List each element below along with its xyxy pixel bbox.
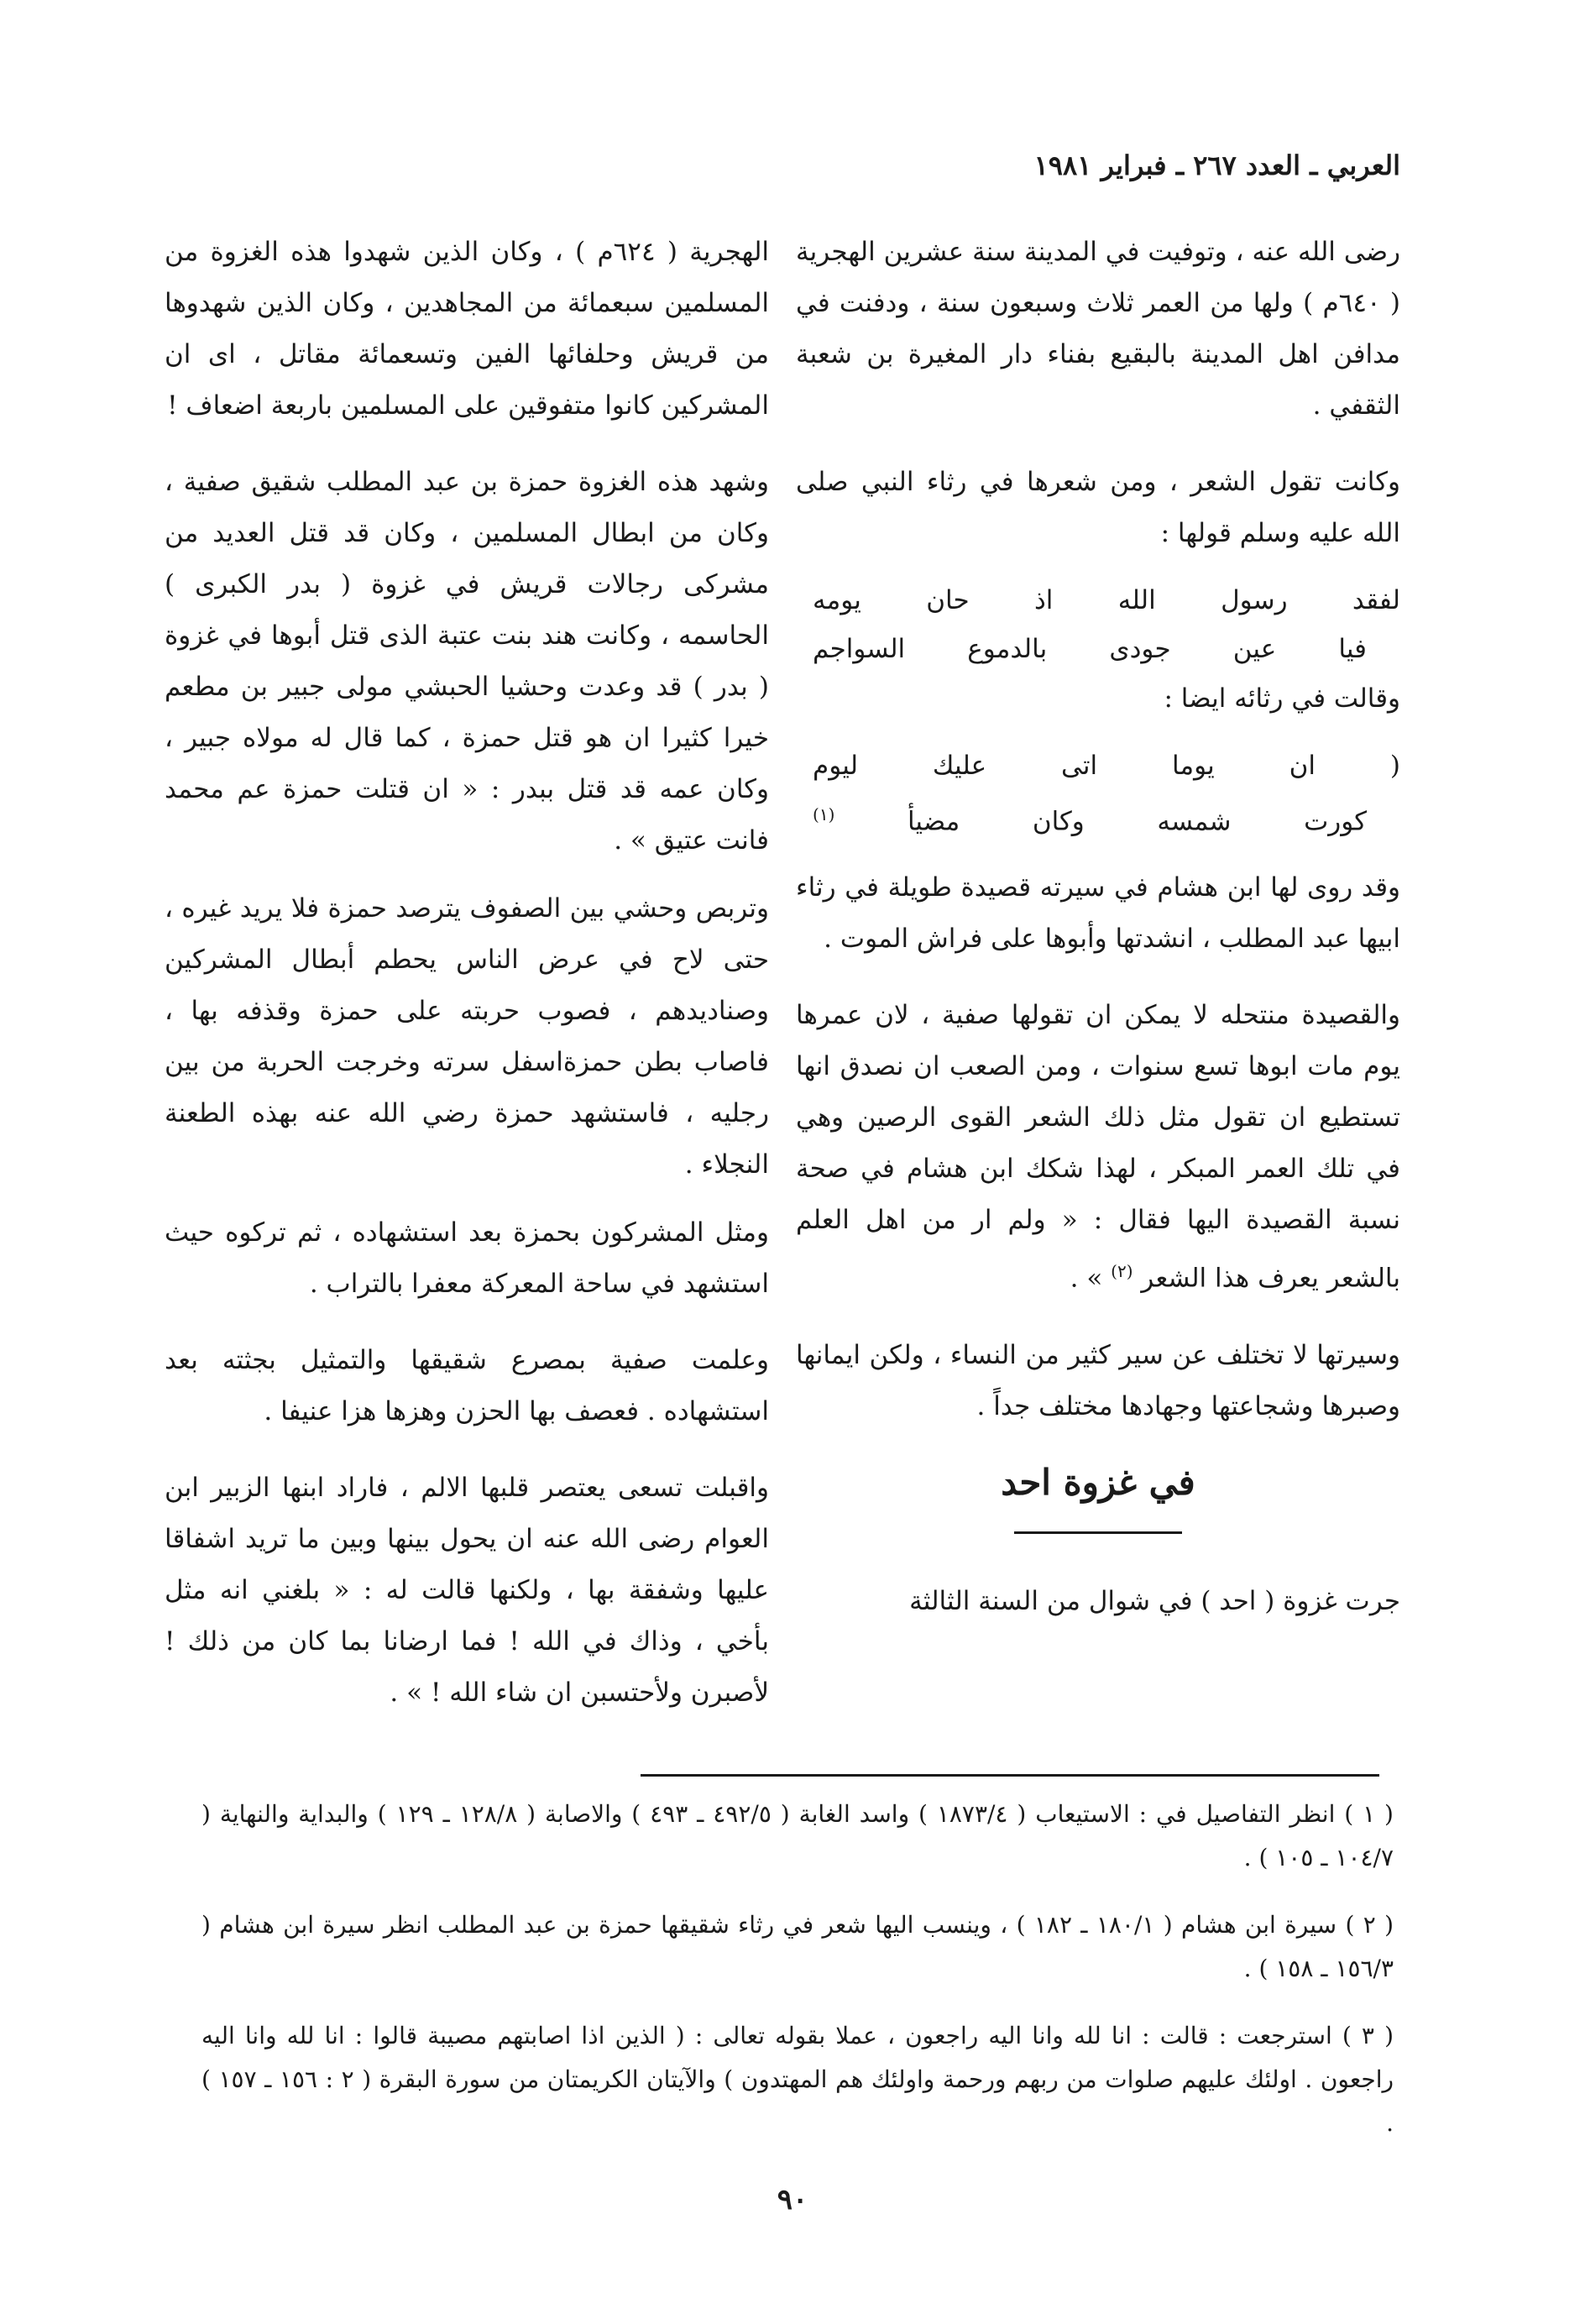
verse-line: فيا عين جودى بالدموع السواجم — [813, 634, 1367, 664]
left-column — [165, 227, 769, 1744]
paragraph-text-end: » . — [1070, 1263, 1112, 1294]
paragraph: ومثل المشركون بحمزة بعد استشهاده ، ثم تركوه حيث استشهد في ساحة المعركة معفرا بالتراب . — [165, 1217, 769, 1299]
heading-divider — [1014, 1531, 1182, 1534]
running-head: العربي ـ العدد ٢٦٧ ـ فبراير ١٩٨١ — [1033, 149, 1400, 181]
footnote-divider — [641, 1774, 1379, 1777]
verse-line — [813, 790, 1367, 845]
footnotes — [201, 1793, 1394, 2169]
paragraph-text: والقصيدة منتحله لا يمكن ان تقولها صفية ، لان عمرها يوم مات ابوها تسع سنوات ، ومن الصعب ان نصدق انها تستطيع ان تقول مثل ذلك الشعر القوى الرصين وهي في تلك العمر المبكر ، لهذا شكك ابن هشام في صحة نسبة القصيدة اليها فقال : « ولم ار من اهل العلم بالشعر يعرف هذا الشعر — [796, 1000, 1400, 1294]
spacer — [796, 845, 1400, 862]
paragraph: جرت غزوة ( احد ) في شوال من السنة الثالثة — [909, 1585, 1400, 1616]
paragraph: واقبلت تسعى يعتصر قلبها الالم ، فاراد ابنها الزبير ابن العوام رضى الله عنه ان يحول بينها وبين ما تريد اشفاقا عليها وشفقة بها ، ولكنها قالت له : « بلغني انه مثل بأخي ، وذاك في الله ! فما ارضانا بما كان من ذلك ! لأصبرن ولأحتسبن ان شاء الله ! » . — [165, 1473, 769, 1708]
poem-verse — [796, 741, 1400, 845]
page-number: ٩٠ — [777, 2183, 808, 2217]
footnote-marker: (١) — [813, 804, 835, 824]
verse-line: ( ان يوما اتى عليك ليوم — [813, 751, 1400, 781]
verse-line: لفقد رسول الله اذ حان يومه — [813, 585, 1400, 615]
footnote: ( ١ ) انظر التفاصيل في : الاستيعاب ( ١٨٧٣/٤ ) واسد الغابة ( ٤٩٢/٥ ـ ٤٩٣ ) والاصابة ( ١٢٨/٨ ـ ١٢٩ ) والبداية والنهاية ( ١٠٤/٧ ـ ١٠٥ ) . — [201, 1800, 1394, 1871]
footnote: ( ٢ ) سيرة ابن هشام ( ١٨٠/١ ـ ١٨٢ ) ، وينسب اليها شعر في رثاء شقيقها حمزة بن عبد المطلب انظر سيرة ابن هشام ( ١٥٦/٣ ـ ١٥٨ ) . — [201, 1911, 1394, 1982]
section-heading: في غزوة احد — [1001, 1461, 1195, 1503]
paragraph: الهجرية ( ٦٢٤م ) ، وكان الذين شهدوا هذه الغزوة من المسلمين سبعمائة من المجاهدين ، وكان الذين شهدوها من قريش وحلفائها الفين وتسعمائة مقاتل ، اى ان المشركين كانوا متفوقين على المسلمين باربعة اضعاف ! — [165, 237, 770, 421]
paragraph: وقالت في رثائه ايضا : — [1164, 683, 1400, 714]
paragraph: وكانت تقول الشعر ، ومن شعرها في رثاء النبي صلى الله عليه وسلم قولها : — [796, 467, 1400, 548]
paragraph: وقد روى لها ابن هشام في سيرته قصيدة طويلة في رثاء ابيها عبد المطلب ، انشدتها وأبوها على فراش الموت . — [796, 872, 1400, 955]
footnote-marker: (٢) — [1111, 1261, 1133, 1282]
paragraph: وتربص وحشي بين الصفوف يترصد حمزة فلا يريد غيره ، حتى لاح في عرض الناس يحطم أبطال المشركين وصناديدهم ، فصوب حربته على حمزة وقذفه بها ، فاصاب بطن حمزةاسفل سرته وخرجت الحربة من بين رجليه ، فاستشهد حمزة رضي الله عنه بهذه الطعنة النجلاء . — [165, 893, 769, 1180]
paragraph: وسيرتها لا تختلف عن سير كثير من النساء ، ولكن ايمانها وصبرها وشجاعتها وجهادها مختلف جداً . — [796, 1339, 1400, 1421]
paragraph — [796, 990, 1400, 1304]
paragraph: وشهد هذه الغزوة حمزة بن عبد المطلب شقيق صفية ، وكان من ابطال المسلمين ، وكان قد قتل العديد من مشركى رجالات قريش في غزوة ( بدر الكبرى ) الحاسمه ، وكانت هند بنت عتبة الذى قتل أبوها في غزوة ( بدر ) قد وعدت وحشيا الحبشي مولى جبير بن مطعم خيرا كثيرا ان هو قتل حمزة ، كما قال له مولاه جبير ، وكان عمه قد قتل ببدر : « ان قتلت حمزة عم محمد فانت عتيق » . — [165, 467, 769, 856]
verse-text: كورت شمسه وكان مضيأ — [907, 806, 1367, 837]
right-column — [796, 227, 1400, 1652]
paragraph: رضى الله عنه ، وتوفيت في المدينة سنة عشرين الهجرية ( ٦٤٠م ) ولها من العمر ثلاث وسبعون سنة ، ودفنت في مدافن اهل المدينة بالبقيع بفناء دار المغيرة بن شعبة الثقفي . — [796, 237, 1400, 421]
poem-verse — [796, 576, 1400, 673]
footnote: ( ٣ ) استرجعت : قالت : انا لله وانا اليه راجعون ، عملا بقوله تعالى : ( الذين اذا اصابتهم مصيبة قالوا : انا لله وانا اليه راجعون . اولئك عليهم صلوات من ربهم ورحمة واولئك هم المهتدون ) والآيتان الكريمتان من سورة البقرة ( ٢ : ١٥٦ ـ ١٥٧ ) . — [201, 2022, 1394, 2137]
paragraph: وعلمت صفية بمصرع شقيقها والتمثيل بجثته بعد استشهاده . فعصف بها الحزن وهزها هزا عنيفا . — [165, 1345, 769, 1426]
